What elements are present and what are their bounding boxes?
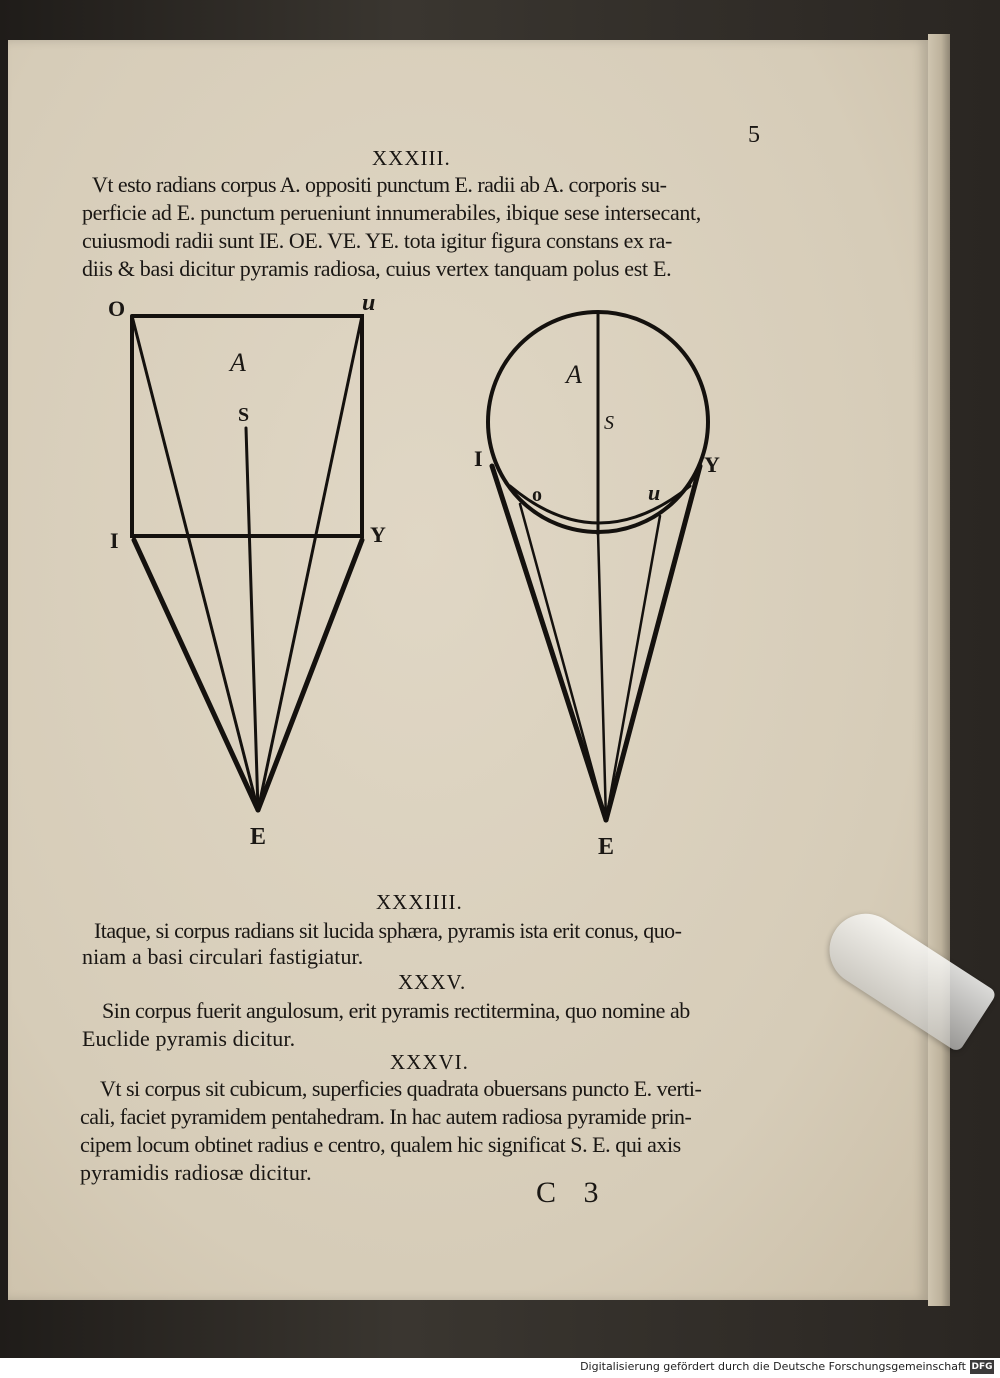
ray-ue xyxy=(606,516,660,820)
section-heading-35: XXXV. xyxy=(398,970,467,994)
paragraph-line: cali, faciet pyramidem pentahedram. In hac autem radiosa pyramide prin- xyxy=(80,1104,692,1129)
footer-bar xyxy=(0,1358,1000,1378)
label-s: S xyxy=(604,412,614,434)
section-heading-34: XXXIIII. xyxy=(376,890,463,914)
label-u: u xyxy=(648,480,661,505)
paragraph-line: cuiusmodi radii sunt IE. OE. VE. YE. tota igitur figura constans ex ra- xyxy=(82,228,672,253)
paragraph-line: Sin corpus fuerit angulosum, erit pyramis rectitermina, quo nomine ab xyxy=(102,998,690,1023)
label-o: O xyxy=(108,296,126,321)
paragraph-line: perficie ad E. punctum perueniunt innumerabiles, ibique sese intersecant, xyxy=(82,200,701,225)
label-a: A xyxy=(566,360,582,389)
label-i: I xyxy=(110,528,119,553)
label-e: E xyxy=(598,834,615,860)
paragraph-line: Vt si corpus sit cubicum, superficies quadrata obuersans puncto E. verti- xyxy=(100,1076,702,1101)
label-y: Y xyxy=(370,522,386,547)
ray-ie xyxy=(134,540,258,810)
paragraph-line: Itaque, si corpus radians sit lucida sphæra, pyramis ista erit conus, quo- xyxy=(94,918,682,943)
label-y: Y xyxy=(704,452,720,477)
label-e: E xyxy=(250,824,267,850)
section-heading-36: XXXVI. xyxy=(390,1050,469,1074)
paragraph-line: niam a basi circulari fastigiatur. xyxy=(82,944,364,969)
label-s: S xyxy=(238,404,250,426)
ray-ue xyxy=(258,316,362,810)
footer-credit: Digitalisierung gefördert durch die Deutsche Forschungsgemeinschaft xyxy=(580,1360,966,1373)
paragraph-line: Euclide pyramis dicitur. xyxy=(82,1026,296,1051)
paragraph-line: diis & basi dicitur pyramis radiosa, cuius vertex tanquam polus est E. xyxy=(82,256,672,281)
dfg-logo: DFG xyxy=(971,1362,993,1372)
label-u: u xyxy=(362,290,376,316)
figure-cone-sphere xyxy=(488,312,708,820)
section-heading-33: XXXIII. xyxy=(372,146,451,170)
label-i: I xyxy=(474,446,483,471)
figure-pyramid-square xyxy=(132,316,362,810)
ray-center xyxy=(598,532,606,820)
paragraph-line: Vt esto radians corpus A. oppositi punctum E. radii ab A. corporis su- xyxy=(92,172,667,197)
ray-oe xyxy=(132,316,258,810)
paragraph-line: pyramidis radiosæ dicitur. xyxy=(80,1160,312,1185)
page-number: 5 xyxy=(748,122,760,148)
label-a: A xyxy=(230,348,246,377)
label-o: o xyxy=(532,484,542,506)
ray-ye xyxy=(258,540,362,810)
axis-se xyxy=(246,428,258,810)
paragraph-line: cipem locum obtinet radius e centro, qualem hic significat S. E. qui axis xyxy=(80,1132,681,1157)
ray-oe xyxy=(520,504,606,820)
signature-mark: C 3 xyxy=(536,1176,609,1209)
